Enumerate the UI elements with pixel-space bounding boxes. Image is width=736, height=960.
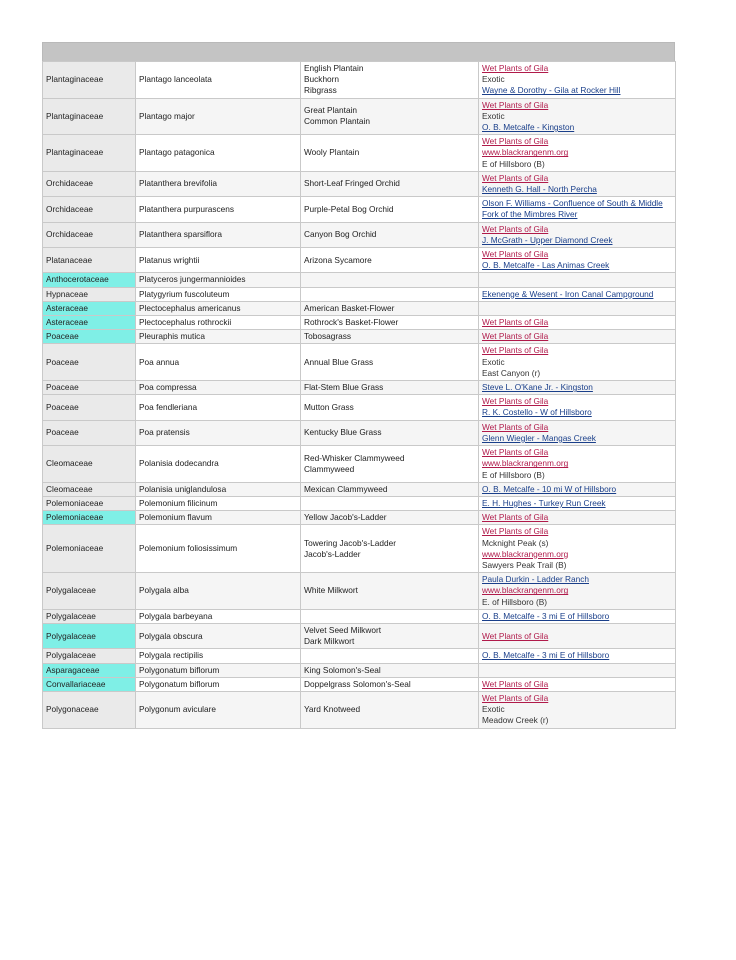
table-row [43,381,676,395]
common-name: Mutton Grass [304,401,354,412]
common-name: Great Plantain [304,105,358,116]
scientific-name-cell: Plantago lanceolata [136,62,301,99]
family-cell: Poaceae [43,330,136,344]
source-note: E. of Hillsboro (B) [482,596,548,607]
scientific-name-cell: Polemonium filicinum [136,496,301,510]
source-link[interactable]: Wet Plants of Gila [482,396,549,407]
source-link[interactable]: Wet Plants of Gila [482,331,549,342]
table-row [43,496,676,510]
common-name-cell [301,609,479,623]
source-cell [479,482,676,496]
scientific-name-cell: Platanthera purpurascens [136,197,301,222]
source-cell [479,663,676,677]
common-name-cell [301,482,479,496]
source-line [482,484,672,495]
source-line [482,224,672,235]
source-line [482,526,672,537]
common-name-cell [301,446,479,483]
source-cell [479,344,676,381]
family-cell: Orchidaceae [43,171,136,196]
family-cell: Cleomaceae [43,482,136,496]
common-name-cell [301,197,479,222]
source-note: Meadow Creek (r) [482,715,549,726]
source-link[interactable]: Wayne & Dorothy - Gila at Rocker Hill [482,85,621,96]
source-note: Exotic [482,356,505,367]
source-line [482,331,672,342]
common-name-cell [301,663,479,677]
family-cell: Polygalaceae [43,623,136,648]
source-line [482,512,672,523]
common-name: Dark Milkwort [304,636,355,647]
family-cell: Polemoniaceae [43,496,136,510]
family-cell: Platanaceae [43,248,136,273]
scientific-name-cell: Polygala rectipilis [136,649,301,663]
common-name-cell [301,395,479,420]
family-cell: Asparagaceae [43,663,136,677]
table-row [43,446,676,483]
source-link[interactable]: Wet Plants of Gila [482,223,549,234]
table-row [43,395,676,420]
family-cell: Poaceae [43,344,136,381]
source-link[interactable]: Ekenenge & Wesent - Iron Canal Campground [482,288,654,299]
table-row [43,273,676,287]
family-cell: Cleomaceae [43,446,136,483]
source-line [482,679,672,690]
source-line [482,184,672,195]
source-line [482,382,672,393]
scientific-name-cell: Polygonum aviculare [136,691,301,728]
scientific-name-cell: Poa annua [136,344,301,381]
table-row [43,197,676,222]
family-cell: Plantaginaceae [43,135,136,172]
source-cell [479,98,676,135]
scientific-name-cell: Platanthera brevifolia [136,171,301,196]
source-cell [479,171,676,196]
scientific-name-cell: Plantago major [136,98,301,135]
source-cell [479,525,676,573]
common-name-cell [301,420,479,445]
source-link[interactable]: Wet Plants of Gila [482,99,549,110]
plant-table-body [43,62,676,729]
source-link[interactable]: Kenneth G. Hall - North Percha [482,184,597,195]
source-link[interactable]: www.blackrangenm.org [482,548,569,559]
source-link[interactable]: Wet Plants of Gila [482,630,549,641]
source-line [482,585,672,596]
table-row [43,677,676,691]
source-link[interactable]: Wet Plants of Gila [482,692,549,703]
common-name-cell [301,496,479,510]
table-row [43,62,676,99]
family-cell: Poaceae [43,395,136,420]
source-line [482,147,672,158]
source-link[interactable]: O. B. Metcalfe - Kingston [482,122,575,133]
source-line [482,447,672,458]
source-line [482,560,672,571]
scientific-name-cell: Platanus wrightii [136,248,301,273]
table-row [43,691,676,728]
table-row [43,482,676,496]
common-name: Canyon Bog Orchid [304,229,377,240]
common-name: Red-Whisker Clammyweed [304,452,405,463]
source-line [482,235,672,246]
source-note: East Canyon (r) [482,367,541,378]
scientific-name-cell: Plantago patagonica [136,135,301,172]
source-line [482,631,672,642]
table-row [43,98,676,135]
common-name: Mexican Clammyweed [304,483,388,494]
common-name-cell [301,316,479,330]
common-name: King Solomon's-Seal [304,664,381,675]
source-cell [479,330,676,344]
source-link[interactable]: Wet Plants of Gila [482,249,549,260]
common-name: Wooly Plantain [304,147,360,158]
source-link[interactable]: Wet Plants of Gila [482,421,549,432]
common-name: Kentucky Blue Grass [304,427,382,438]
table-row [43,171,676,196]
family-cell: Poaceae [43,420,136,445]
scientific-name-cell: Polygonatum biflorum [136,663,301,677]
table-row [43,573,676,610]
source-cell [479,677,676,691]
table-row [43,420,676,445]
source-line [482,433,672,444]
common-name: Yard Knotweed [304,704,361,715]
source-link[interactable]: www.blackrangenm.org [482,458,569,469]
source-line [482,611,672,622]
source-link[interactable]: R. K. Costello - W of Hillsboro [482,407,592,418]
common-name: Clammyweed [304,463,355,474]
source-line [482,597,672,608]
family-cell: Polygonaceae [43,691,136,728]
common-name: English Plantain [304,63,364,73]
source-line [482,345,672,356]
source-note: Mcknight Peak (s) [482,537,549,548]
common-name: Ribgrass [304,85,337,96]
scientific-name-cell: Poa pratensis [136,420,301,445]
source-note: E of Hillsboro (B) [482,158,545,169]
table-row [43,623,676,648]
table-row [43,609,676,623]
source-line [482,100,672,111]
source-link[interactable]: Steve L. O'Kane Jr. - Kingston [482,382,593,393]
source-cell [479,273,676,287]
source-cell [479,395,676,420]
source-cell [479,573,676,610]
common-name: Buckhorn [304,74,340,85]
table-row [43,316,676,330]
source-line [482,249,672,260]
family-cell: Orchidaceae [43,197,136,222]
common-name: Annual Blue Grass [304,356,374,367]
source-link[interactable]: Wet Plants of Gila [482,136,549,147]
source-cell [479,446,676,483]
common-name-cell [301,344,479,381]
source-line [482,198,672,220]
source-line [482,574,672,585]
source-line [482,173,672,184]
source-line [482,63,672,74]
source-line [482,357,672,368]
scientific-name-cell: Polanisia uniglandulosa [136,482,301,496]
scientific-name-cell: Polemonium foliosissimum [136,525,301,573]
source-line [482,715,672,726]
source-line [482,74,672,85]
table-row [43,663,676,677]
common-name-cell [301,691,479,728]
family-cell: Polygalaceae [43,573,136,610]
source-link[interactable]: Olson F. Williams - Confluence of South & Middle Fork of the Mimbres River [482,198,663,220]
common-name-cell [301,222,479,247]
common-name: Tobosagrass [304,331,352,342]
family-cell: Polemoniaceae [43,525,136,573]
source-link[interactable]: J. McGrath - Upper Diamond Creek [482,234,613,245]
common-name-cell [301,623,479,648]
common-name-cell [301,248,479,273]
scientific-name-cell: Polemonium flavum [136,511,301,525]
common-name: White Milkwort [304,585,358,596]
common-name: Short-Leaf Fringed Orchid [304,178,400,189]
source-line [482,368,672,379]
table-row [43,330,676,344]
source-line [482,704,672,715]
source-line [482,122,672,133]
source-cell [479,511,676,525]
source-link[interactable]: www.blackrangenm.org [482,147,569,158]
source-cell [479,222,676,247]
common-name: Flat-Stem Blue Grass [304,382,384,393]
table-row [43,649,676,663]
source-link[interactable]: www.blackrangenm.org [482,585,569,596]
common-name: Arizona Sycamore [304,254,372,265]
family-cell: Asteraceae [43,301,136,315]
source-line [482,422,672,433]
source-link[interactable]: E. H. Hughes - Turkey Run Creek [482,497,606,508]
source-line [482,470,672,481]
source-link[interactable]: Wet Plants of Gila [482,172,549,183]
source-cell [479,420,676,445]
common-name: Doppelgrass Solomon's-Seal [304,678,411,689]
source-note: E of Hillsboro (B) [482,469,545,480]
source-link[interactable]: O. B. Metcalfe - 10 mi W of Hillsboro [482,483,617,494]
scientific-name-cell: Polygonatum biflorum [136,677,301,691]
common-name: Velvet Seed Milkwort [304,624,382,635]
source-link[interactable]: O. B. Metcalfe - Las Animas Creek [482,260,610,271]
scientific-name-cell: Polygala barbeyana [136,609,301,623]
table-header-bar [42,42,675,61]
source-link[interactable]: Glenn Wiegler - Mangas Creek [482,432,596,443]
source-cell [479,135,676,172]
source-line [482,260,672,271]
source-line [482,458,672,469]
source-link[interactable]: Wet Plants of Gila [482,526,549,537]
source-line [482,136,672,147]
table-row [43,301,676,315]
source-link[interactable]: Wet Plants of Gila [482,512,549,523]
source-cell [479,287,676,301]
common-name: Common Plantain [304,116,370,127]
common-name-cell [301,525,479,573]
family-cell: Plantaginaceae [43,98,136,135]
common-name: American Basket-Flower [304,302,395,313]
common-name-cell [301,381,479,395]
common-name-cell [301,287,479,301]
source-cell [479,381,676,395]
common-name-cell [301,273,479,287]
source-line [482,538,672,549]
source-cell [479,691,676,728]
table-row [43,511,676,525]
common-name: Towering Jacob's-Ladder [304,537,396,548]
source-link[interactable]: Wet Plants of Gila [482,678,549,689]
source-note: Exotic [482,110,505,121]
source-line [482,396,672,407]
scientific-name-cell: Platanthera sparsiflora [136,222,301,247]
source-note: Exotic [482,704,505,715]
table-row [43,135,676,172]
source-cell [479,623,676,648]
scientific-name-cell: Platyceros jungermannioides [136,273,301,287]
source-cell [479,609,676,623]
family-cell: Convallariaceae [43,677,136,691]
common-name-cell [301,677,479,691]
family-cell: Polygalaceae [43,609,136,623]
scientific-name-cell: Poa fendleriana [136,395,301,420]
plant-table [42,61,676,729]
scientific-name-cell: Plectocephalus rothrockii [136,316,301,330]
scientific-name-cell: Polanisia dodecandra [136,446,301,483]
source-line [482,85,672,96]
source-cell [479,301,676,315]
common-name-cell [301,330,479,344]
source-line [482,317,672,328]
family-cell: Plantaginaceae [43,62,136,99]
source-cell [479,62,676,99]
family-cell: Hypnaceae [43,287,136,301]
source-cell [479,496,676,510]
table-row [43,222,676,247]
source-cell [479,649,676,663]
common-name-cell [301,62,479,99]
source-link[interactable]: O. B. Metcalfe - 3 mi E of Hillsboro [482,650,610,661]
source-cell [479,316,676,330]
family-cell: Orchidaceae [43,222,136,247]
scientific-name-cell: Platygyrium fuscoluteum [136,287,301,301]
source-line [482,650,672,661]
common-name-cell [301,301,479,315]
table-row [43,344,676,381]
scientific-name-cell: Poa compressa [136,381,301,395]
source-link[interactable]: Wet Plants of Gila [482,447,549,458]
common-name: Jacob's-Ladder [304,548,361,559]
source-link[interactable]: Wet Plants of Gila [482,63,549,73]
source-line [482,693,672,704]
source-cell [479,197,676,222]
source-note: Exotic [482,74,505,85]
common-name: Yellow Jacob's-Ladder [304,512,387,523]
common-name: Rothrock's Basket-Flower [304,317,399,328]
source-note: Sawyers Peak Trail (B) [482,559,567,570]
source-line [482,407,672,418]
common-name-cell [301,171,479,196]
source-line [482,289,672,300]
source-link[interactable]: Wet Plants of Gila [482,345,549,356]
source-line [482,498,672,509]
family-cell: Anthocerotaceae [43,273,136,287]
source-link[interactable]: O. B. Metcalfe - 3 mi E of Hillsboro [482,610,610,621]
source-line [482,159,672,170]
source-line [482,549,672,560]
document-page [42,42,675,729]
family-cell: Polygalaceae [43,649,136,663]
family-cell: Polemoniaceae [43,511,136,525]
table-row [43,287,676,301]
family-cell: Poaceae [43,381,136,395]
common-name-cell [301,135,479,172]
table-row [43,525,676,573]
common-name-cell [301,98,479,135]
family-cell: Asteraceae [43,316,136,330]
scientific-name-cell: Pleuraphis mutica [136,330,301,344]
source-line [482,111,672,122]
source-link[interactable]: Paula Durkin - Ladder Ranch [482,574,589,585]
common-name-cell [301,511,479,525]
common-name-cell [301,573,479,610]
scientific-name-cell: Polygala obscura [136,623,301,648]
common-name: Purple-Petal Bog Orchid [304,203,394,214]
scientific-name-cell: Polygala alba [136,573,301,610]
common-name-cell [301,649,479,663]
scientific-name-cell: Plectocephalus americanus [136,301,301,315]
source-cell [479,248,676,273]
source-link[interactable]: Wet Plants of Gila [482,317,549,328]
table-row [43,248,676,273]
